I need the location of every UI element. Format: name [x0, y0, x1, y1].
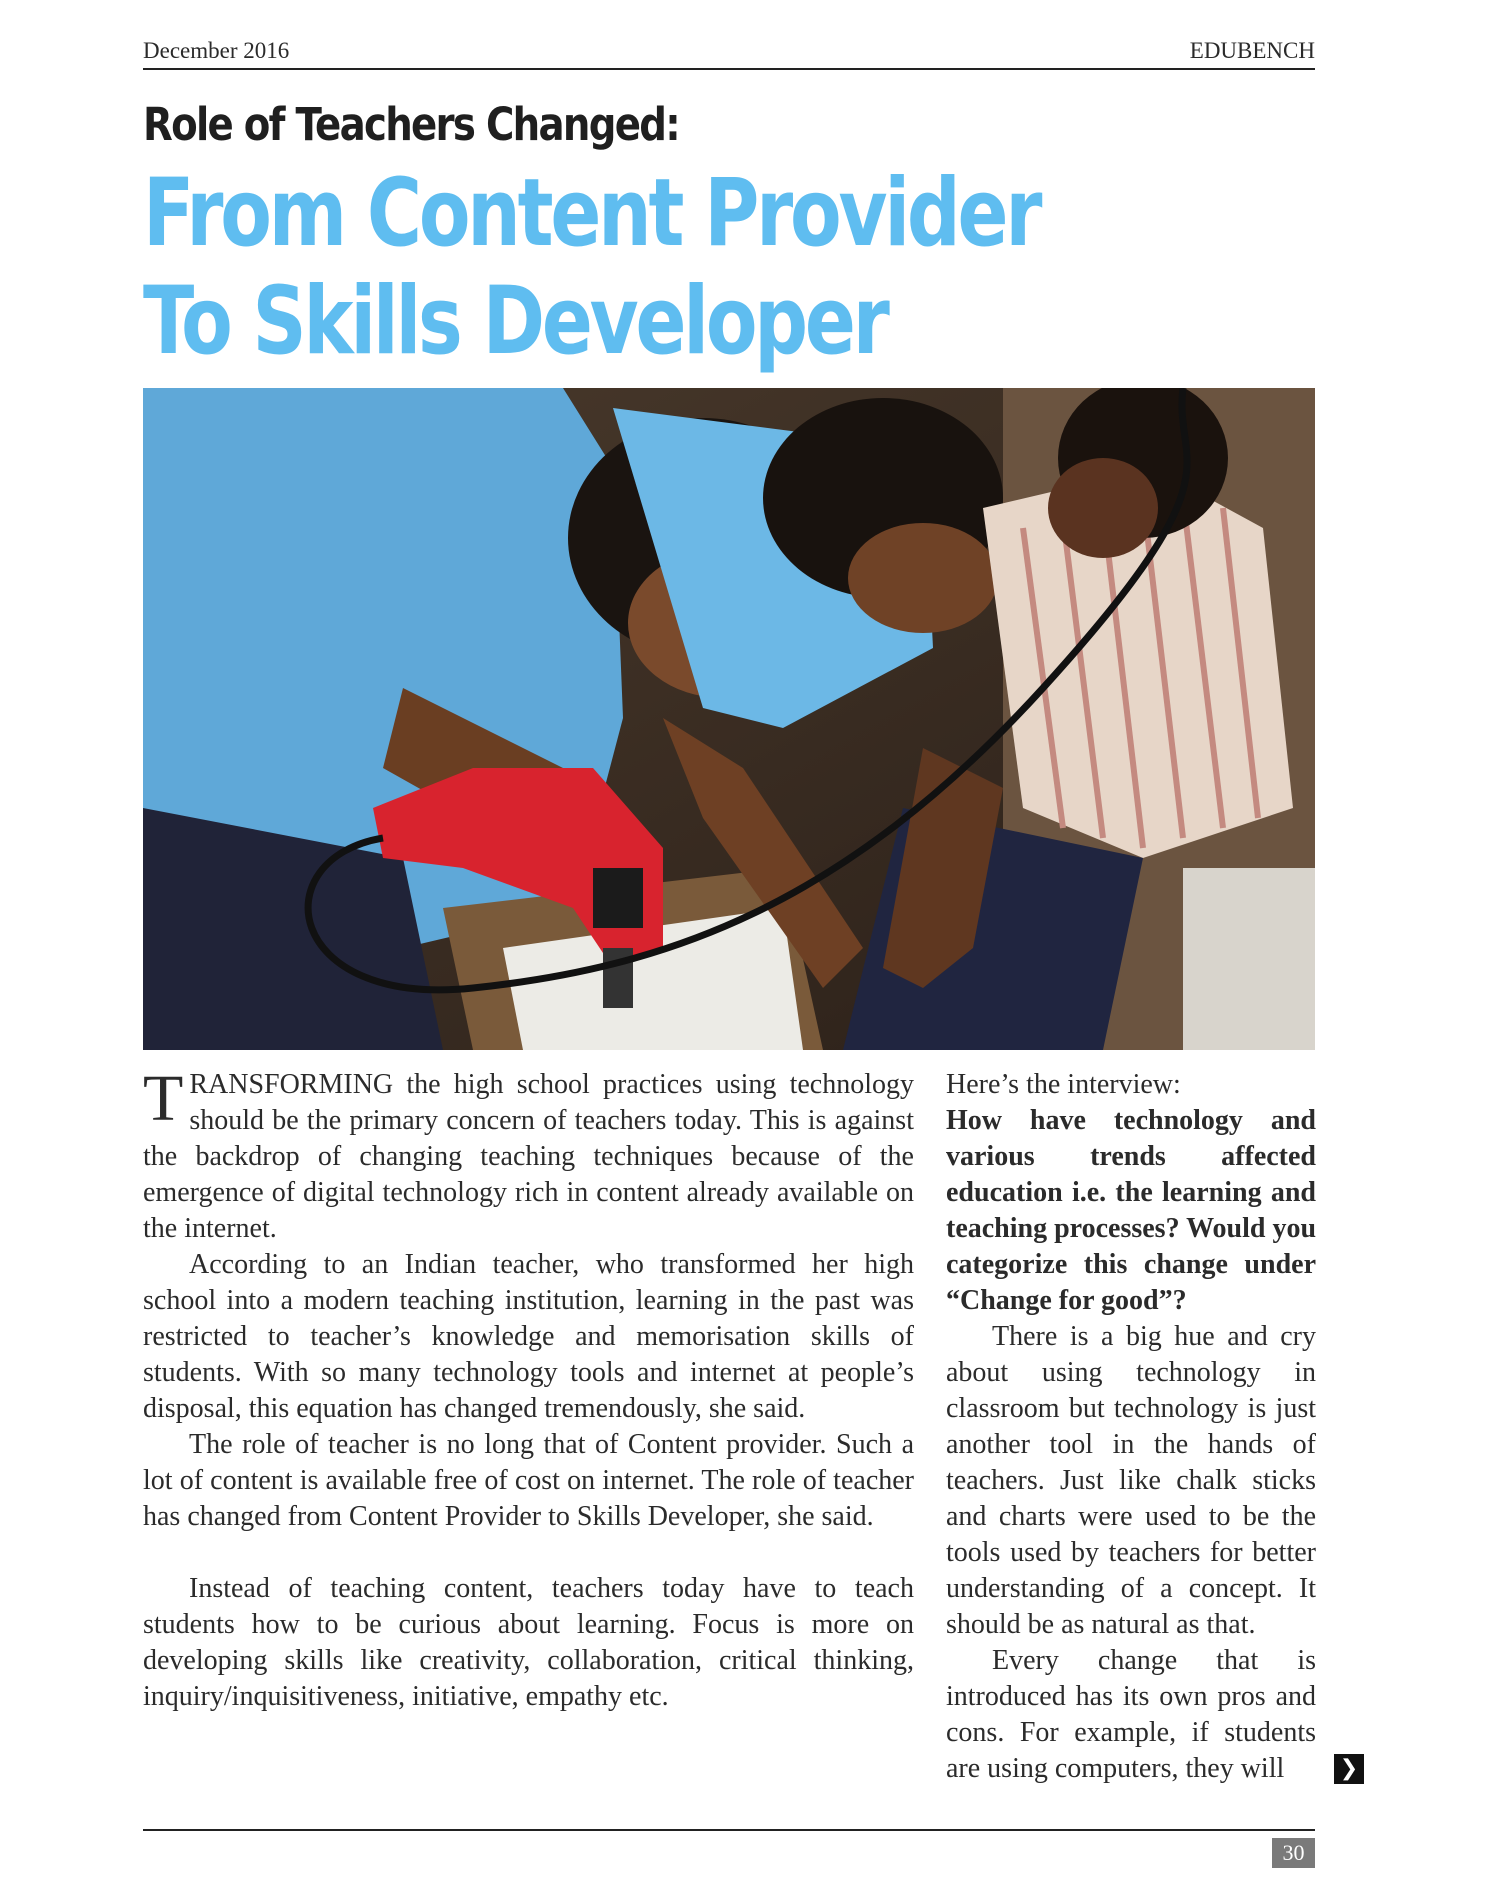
- paragraph-1-text: RANSFORMING the high school practices using technology should be the primary concern of teachers today. This is against the backdrop of changing teaching techniques because of the emergence of digital technology rich in content already available on the internet.: [143, 1069, 914, 1244]
- article-kicker: Role of Teachers Changed:: [143, 98, 679, 151]
- right-column: [946, 1067, 1316, 1787]
- interview-question: How have technology and various trends affected education i.e. the learning and teaching processes? Would you categorize this change under “Change for good”?: [946, 1105, 1317, 1316]
- page-number: 30: [1272, 1838, 1315, 1868]
- answer-paragraph-2: Every change that is introduced has its own pros and cons. For example, if students are using computers, they will: [946, 1645, 1316, 1784]
- next-page-arrow-icon[interactable]: ❯: [1334, 1754, 1364, 1784]
- students-using-drill-photo: [143, 388, 1315, 1050]
- publication-name: EDUBENCH: [1189, 38, 1315, 63]
- page-header: [143, 36, 1315, 70]
- paragraph-4: Instead of teaching content, teachers today have to teach students how to be curious about learning. Focus is more on developing skills like creativity, collaboration, critical thinking, inquiry/inquisitiveness, initiative, empathy etc.: [143, 1573, 914, 1712]
- interview-intro: Here’s the interview:: [946, 1069, 1181, 1100]
- headline-line-2: To Skills Developer: [143, 267, 887, 376]
- paragraph-1: [143, 1062, 914, 1247]
- left-column: [143, 1062, 914, 1715]
- headline-line-1: From Content Provider: [143, 159, 1040, 268]
- paragraph-2: According to an Indian teacher, who transformed her high school into a modern teaching institution, learning in the past was restricted to teacher’s knowledge and memorisation skills of students. With so many technology tools and internet at people’s disposal, this equation has changed tremendously, she said.: [143, 1249, 914, 1424]
- footer-rule: [143, 1829, 1315, 1831]
- answer-paragraph-1: There is a big hue and cry about using technology in classroom but technology is just another tool in the hands of teachers. Just like chalk sticks and charts were used to be the tools used by teachers for better understanding of a concept. It should be as natural as that.: [946, 1321, 1316, 1640]
- photo-illustration: [143, 388, 1315, 1050]
- drop-cap: T: [143, 1062, 184, 1135]
- paragraph-3: The role of teacher is no long that of Content provider. Such a lot of content is available free of cost on internet. The role of teacher has changed from Content Provider to Skills Developer, she said.: [143, 1429, 914, 1532]
- paragraph-gap: [143, 1535, 914, 1571]
- issue-date: December 2016: [143, 38, 290, 63]
- article-headline: [143, 160, 1039, 376]
